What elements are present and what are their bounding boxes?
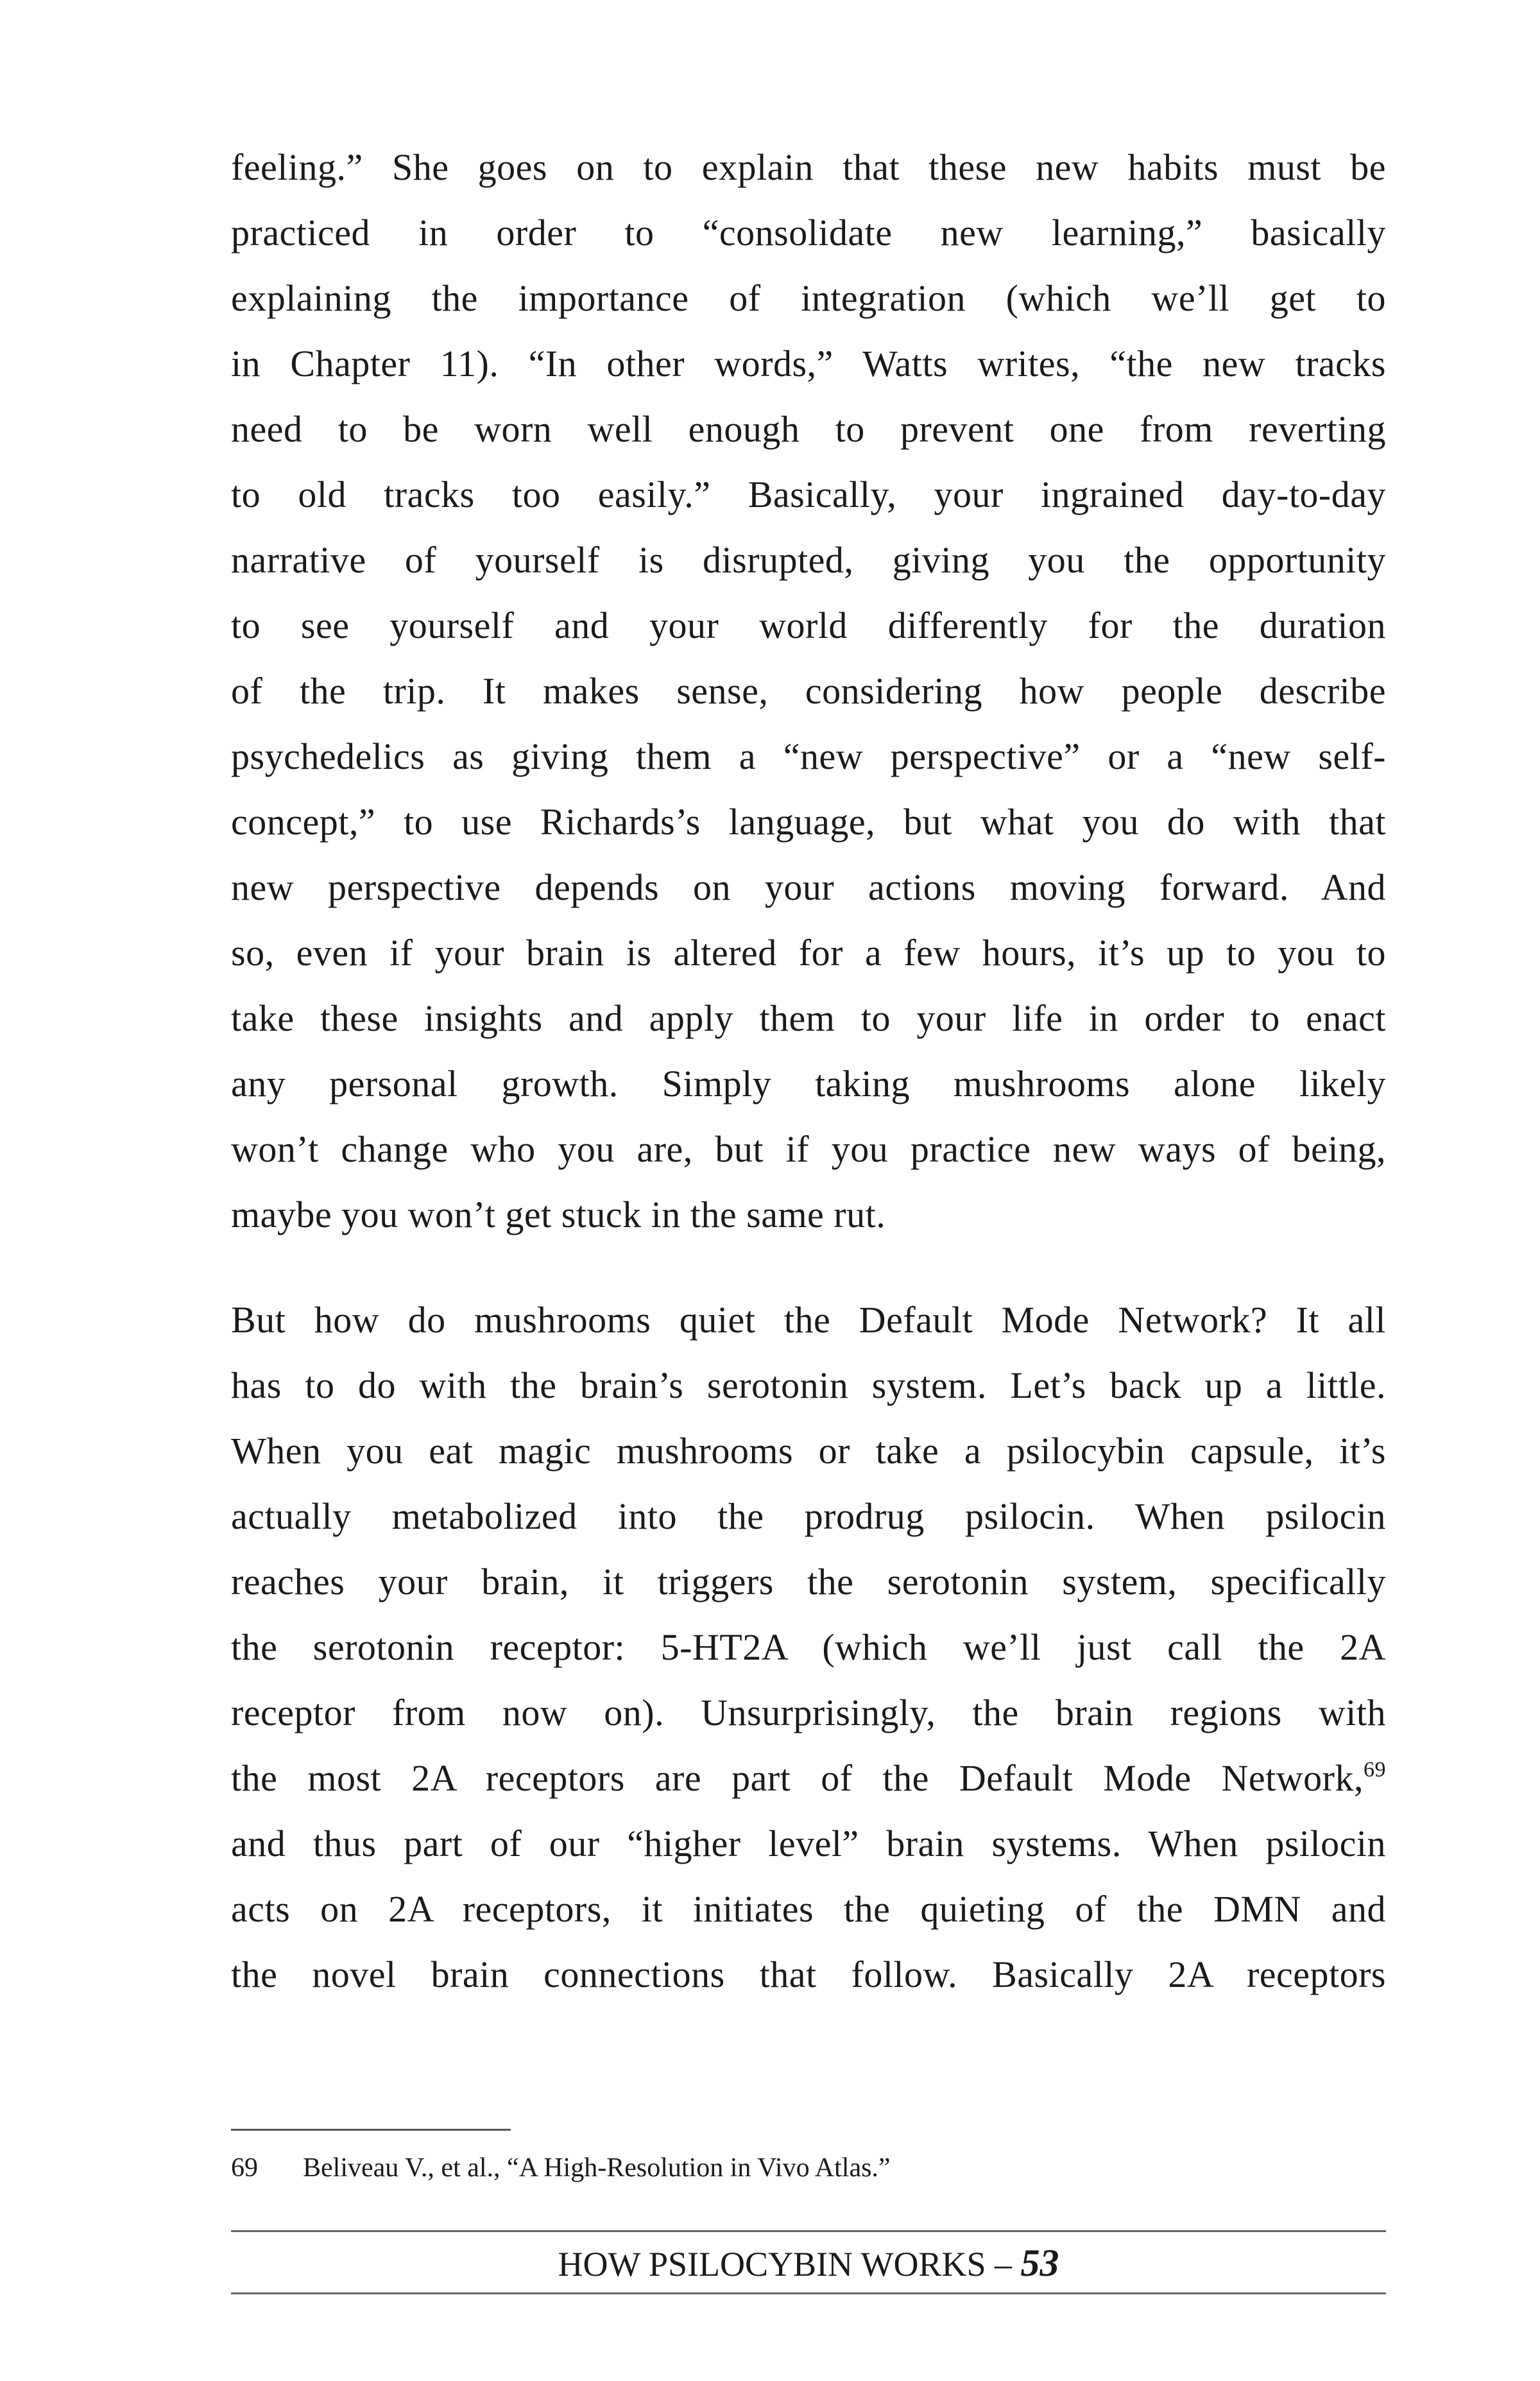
text-line: to see yourself and your world differently for the duration [231, 605, 1386, 646]
book-page [231, 0, 1386, 2381]
running-footer [231, 2239, 1386, 2289]
footer-rule-bottom [231, 2292, 1386, 2294]
text-line: explaining the importance of integration (which we’ll get to [231, 277, 1386, 319]
running-footer-separator: – [986, 2245, 1021, 2283]
text-line: psychedelics as giving them a “new perspective” or a “new self- [231, 735, 1386, 777]
footnote-text: Beliveau V., et al., “A High-Resolution in Vivo Atlas.” [303, 2153, 891, 2183]
text-line: need to be worn well enough to prevent one from reverting [231, 408, 1386, 450]
text-line: won’t change who you are, but if you practice new ways of being, [231, 1128, 1386, 1170]
text-line: When you eat magic mushrooms or take a psilocybin capsule, it’s [231, 1430, 1386, 1472]
text-line: practiced in order to “consolidate new learning,” basically [231, 212, 1386, 254]
page-number: 53 [1020, 2242, 1059, 2284]
text-line: take these insights and apply them to your life in order to enact [231, 997, 1386, 1039]
text-line: reaches your brain, it triggers the serotonin system, specifically [231, 1561, 1386, 1603]
text-line-with-footnote [231, 1746, 1386, 1811]
footnote-divider [231, 2129, 511, 2131]
text-line: new perspective depends on your actions moving forward. And [231, 866, 1386, 908]
footnote-number: 69 [231, 2153, 258, 2183]
text-line: narrative of yourself is disrupted, giving you the opportunity [231, 539, 1386, 581]
footer-rule-top [231, 2230, 1386, 2232]
paragraph-1 [231, 135, 1386, 1248]
text-line: and thus part of our “higher level” brain systems. When psilocin [231, 1823, 1386, 1864]
text-line: in Chapter 11). “In other words,” Watts writes, “the new tracks [231, 343, 1386, 384]
text-line: actually metabolized into the prodrug psilocin. When psilocin [231, 1495, 1386, 1537]
text-line-content: the most 2A receptors are part of the Default Mode Network, [231, 1757, 1364, 1799]
text-line: the serotonin receptor: 5-HT2A (which we’ll just call the 2A [231, 1626, 1386, 1668]
text-line: has to do with the brain’s serotonin system. Let’s back up a little. [231, 1364, 1386, 1406]
text-line: receptor from now on). Unsurprisingly, the brain regions with [231, 1692, 1386, 1733]
text-line: maybe you won’t get stuck in the same rut. [231, 1194, 886, 1235]
footnote [231, 2149, 891, 2187]
text-line: to old tracks too easily.” Basically, your ingrained day-to-day [231, 474, 1386, 515]
text-line: acts on 2A receptors, it initiates the quieting of the DMN and [231, 1888, 1386, 1930]
text-line: any personal growth. Simply taking mushrooms alone likely [231, 1063, 1386, 1105]
paragraph-2 [231, 1287, 1386, 2007]
running-footer-title: HOW PSILOCYBIN WORKS [558, 2245, 986, 2283]
text-line: the novel brain connections that follow. Basically 2A receptors [231, 1954, 1386, 1995]
text-line: feeling.” She goes on to explain that these new habits must be [231, 146, 1386, 188]
text-line: But how do mushrooms quiet the Default Mode Network? It all [231, 1299, 1386, 1341]
footnote-reference[interactable]: 69 [1364, 1758, 1386, 1782]
text-line: concept,” to use Richards’s language, but what you do with that [231, 801, 1386, 843]
text-line: of the trip. It makes sense, considering how people describe [231, 670, 1386, 712]
text-line: so, even if your brain is altered for a few hours, it’s up to you to [231, 932, 1386, 974]
